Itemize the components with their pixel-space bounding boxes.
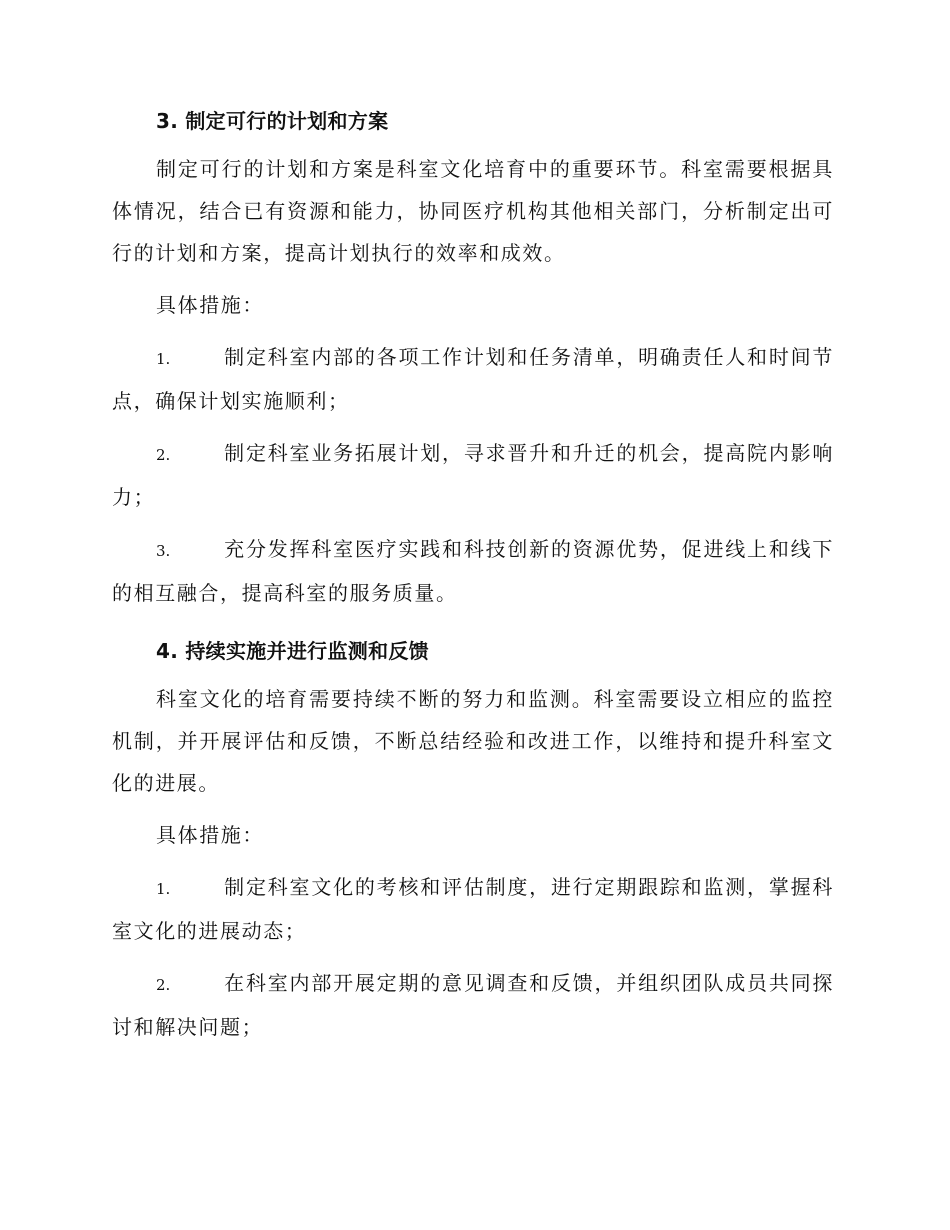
document-page: [112, 106, 834, 1048]
list-item-number: 2.: [156, 976, 171, 994]
list-item-text: 充分发挥科室医疗实践和科技创新的资源优势，促进线上和线下的相互融合，提高科室的服务质量。: [112, 537, 834, 605]
section-3-paragraph: 制定可行的计划和方案是科室文化培育中的重要环节。科室需要根据具体情况，结合已有资源和能力，协同医疗机构其他相关部门，分析制定出可行的计划和方案，提高计划执行的效率和成效。: [112, 157, 834, 265]
section-4-list-item: [112, 866, 834, 952]
list-item-number: 2.: [156, 446, 171, 464]
list-item-number: 3.: [156, 542, 171, 560]
list-item-text: 制定科室业务拓展计划，寻求晋升和升迁的机会，提高院内影响力；: [112, 441, 834, 509]
section-3-measures-label: 具体措施：: [156, 293, 264, 317]
section-3-list-item: [112, 528, 834, 614]
list-item-text: 在科室内部开展定期的意见调查和反馈，并组织团队成员共同探讨和解决问题；: [112, 971, 834, 1039]
section-3-heading: 3. 制定可行的计划和方案: [156, 109, 389, 133]
section-4-measures-label: 具体措施：: [156, 823, 264, 847]
list-item-text: 制定科室内部的各项工作计划和任务清单，明确责任人和时间节点，确保计划实施顺利；: [112, 345, 834, 413]
list-item-number: 1.: [156, 350, 171, 368]
section-3-list-item: [112, 336, 834, 422]
section-4-paragraph: 科室文化的培育需要持续不断的努力和监测。科室需要设立相应的监控机制，并开展评估和反馈，不断总结经验和改进工作，以维持和提升科室文化的进展。: [112, 687, 834, 795]
section-4-heading: 4. 持续实施并进行监测和反馈: [156, 639, 429, 663]
list-item-text: 制定科室文化的考核和评估制度，进行定期跟踪和监测，掌握科室文化的进展动态；: [112, 875, 834, 943]
list-item-number: 1.: [156, 880, 171, 898]
section-3-list-item: [112, 432, 834, 518]
section-4-list-item: [112, 962, 834, 1048]
